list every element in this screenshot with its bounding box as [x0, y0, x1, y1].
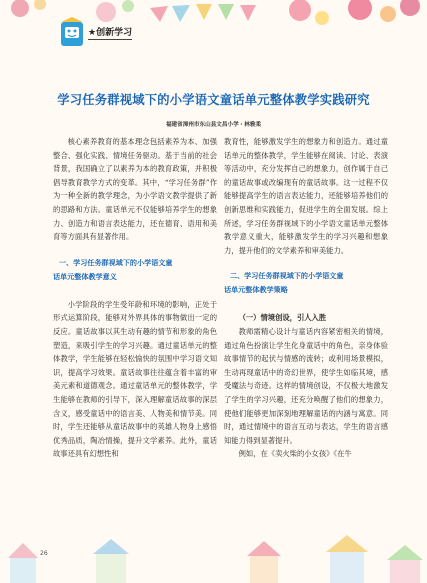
section-label: ★创新学习 — [88, 25, 132, 40]
intro-paragraph: 核心素养教育的基本理念包括素养为本、加强整合、强化实践、情境任务驱动。基于当前的社会背景，我国确立了以素养为本的教育政策，并积极倡导教育教学方式的变革。其中，“学习任务群”作为一种全新的教学理念，为小学语文教学提供了新的思路和方法。童话单元不仅能够培养学生的想象力、创造力和语言表达能力，还在德育、语用和美育等方面具有显著作用。 — [53, 137, 217, 242]
reading-kid-icon — [58, 16, 86, 48]
bottom-decorative-houses — [0, 533, 427, 583]
right-column — [224, 135, 388, 461]
section1-paragraph: 小学阶段的学生受年龄和环境的影响，正处于形式运算阶段，能够对外界具体的事物做出一定的反应。童话故事以其生动有趣的情节和形象的角色塑造，来吸引学生的学习兴趣。通过童话单元的整体教学，学生能够在轻松愉快的氛围中学习语文知识，提高学习效果。童话故事往往蕴含着丰富的审美元素和道德观念。通过童话单元的整体教学，学生能够在教师的引导下，深入理解童话故事的深层含义，感受童话中的语言美、人物美和情节美。同时，学生还能够从童话故事中的英雄人物身上感悟优秀品质，陶冶情操，提升文学素养。此外，童话故事还具有幻想性和 — [53, 299, 217, 459]
section1-heading — [53, 256, 217, 284]
section1-heading-line1: 一、学习任务群视域下的小学语文童 — [59, 257, 173, 267]
section2-heading — [224, 269, 388, 297]
left-column — [53, 135, 217, 461]
house-silhouettes — [8, 535, 423, 583]
article-title: 学习任务群视域下的小学语文童话单元整体教学实践研究 — [57, 93, 370, 107]
continued-paragraph: 教育性，能够激发学生的想象力和创造力。通过童话单元的整体教学，学生能够在阅读、讨论、表演等活动中，充分发挥自己的想象力，创作属于自己的童话故事或改编现有的童话故事。这一过程不仅能够提高学生的语言表达能力，还能够培养他们的创新思维和实践能力，促进学生的全面发展。综上所述，学习任务群视域下的小学语文童话单元整体教学意义重大，能够激发学生的学习兴趣和想象力，提升他们的文学素养和审美能力。 — [224, 137, 388, 255]
subsection1-heading: （一）情境创设，引人入胜 — [238, 313, 327, 323]
bunting-flags — [150, 4, 256, 22]
section2-heading-line1: 二、学习任务群视域下的小学语文童 — [230, 271, 344, 281]
author-line: 福建省漳州市东山县文昌小学・林雅柔 — [165, 122, 262, 128]
section1-heading-line2: 话单元整体教学意义 — [53, 271, 117, 281]
subsection1-paragraph: 教师需精心设计与童话内容紧密相关的情境，通过角色扮演让学生化身童话中的角色，亲身体验故事情节的起伏与情感的流转；或利用场景模拟，生动再现童话中的奇幻世界，使学生如临其境，感受魔法与奇迹。这样的情境创设，不仅极大地激发了学生的学习兴趣，还充分唤醒了他们的想象力，使他们能够更加深刻地理解童话的内涵与寓意。同时，通过情境中的语言互动与表达，学生的语言感知能力得到显著提升。 — [224, 326, 388, 445]
tail-paragraph: 例如，在《卖火柴的小女孩》《在牛 — [238, 449, 352, 459]
section2-heading-line2: 话单元整体教学策略 — [224, 285, 288, 295]
page-number: 26 — [40, 550, 48, 557]
section-badge — [58, 16, 132, 48]
